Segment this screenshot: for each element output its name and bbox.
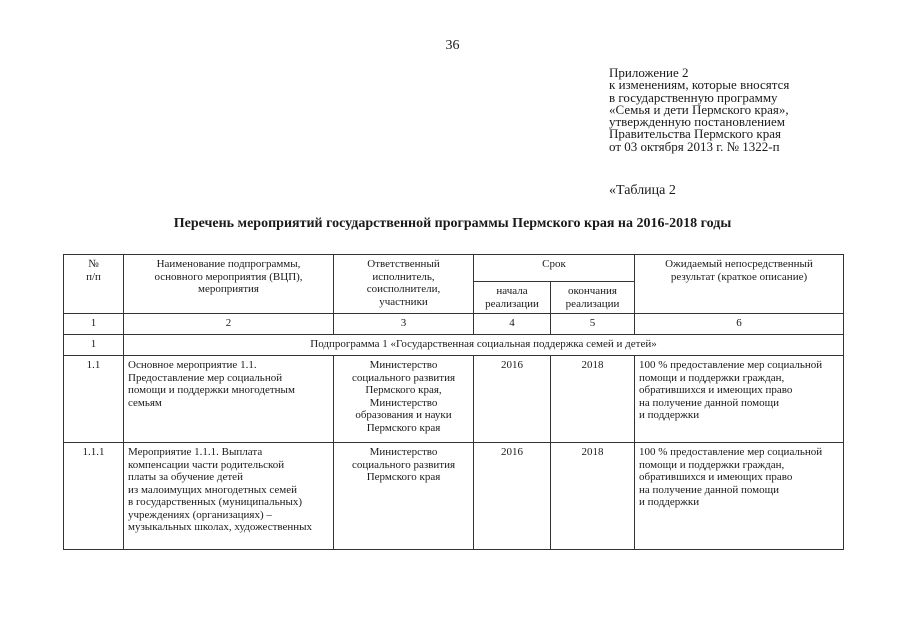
- column-number: 2: [124, 314, 334, 335]
- row-start: 2016: [474, 356, 551, 443]
- table-row: [64, 356, 844, 443]
- header-executor: Ответственный исполнитель, соисполнители, участники: [334, 255, 474, 314]
- measures-table: [63, 254, 844, 550]
- header-end: окончания реализации: [551, 282, 635, 314]
- appendix-line: Приложение 2: [609, 65, 689, 80]
- appendix-line: от 03 октября 2013 г. № 1322-п: [609, 138, 780, 154]
- header-start: начала реализации: [474, 282, 551, 314]
- table-row: [64, 443, 844, 550]
- header-name: Наименование подпрограммы, основного мероприятия (ВЦП), мероприятия: [124, 255, 334, 314]
- appendix-line: утвержденную постановлением: [609, 114, 786, 130]
- row-executor: Министерство социального развития Пермского края, Министерство образования и науки Пермского края: [334, 356, 474, 443]
- row-end: 2018: [551, 356, 635, 443]
- page-number: 36: [445, 38, 460, 53]
- subprogram-row: [64, 335, 844, 356]
- row-name: Мероприятие 1.1.1. Выплата компенсации части родительской платы за обучение детей из малоимущих многодетных семей в государственных (муниципальных) учреждениях (организациях) – музыкальных школах, художественных: [124, 443, 334, 550]
- header-term: Срок: [474, 255, 635, 282]
- column-number: 5: [551, 314, 635, 335]
- row-num: 1.1: [64, 356, 124, 443]
- column-numbers-row: [64, 314, 844, 335]
- appendix-note: [609, 67, 789, 153]
- appendix-line: в государственную программу: [609, 89, 778, 105]
- row-executor: Министерство социального развития Пермского края: [334, 443, 474, 550]
- appendix-line: к изменениям, которые вносятся: [609, 77, 790, 93]
- row-end: 2018: [551, 443, 635, 550]
- row-num: 1.1.1: [64, 443, 124, 550]
- document-title: Перечень мероприятий государственной программы Пермского края на 2016-2018 годы: [173, 216, 732, 231]
- appendix-line: «Семья и дети Пермского края»,: [609, 101, 789, 117]
- column-number: 6: [635, 314, 844, 335]
- subprogram-num: 1: [64, 335, 124, 356]
- header-result: Ожидаемый непосредственный результат (краткое описание): [635, 255, 844, 314]
- appendix-line: Правительства Пермского края: [609, 126, 781, 142]
- column-number: 1: [64, 314, 124, 335]
- subprogram-title: Подпрограмма 1 «Государственная социальная поддержка семей и детей»: [124, 335, 844, 356]
- row-result: 100 % предоставление мер социальной помощи и поддержки граждан, обратившихся и имеющих право на получение данной помощи и поддержки: [635, 443, 844, 550]
- row-name: Основное мероприятие 1.1. Предоставление мер социальной помощи и поддержки многодетным семьям: [124, 356, 334, 443]
- column-number: 3: [334, 314, 474, 335]
- table-label: «Таблица 2: [609, 183, 676, 198]
- column-number: 4: [474, 314, 551, 335]
- header-num: № п/п: [64, 255, 124, 314]
- row-result: 100 % предоставление мер социальной помощи и поддержки граждан, обратившихся и имеющих право на получение данной помощи и поддержки: [635, 356, 844, 443]
- row-start: 2016: [474, 443, 551, 550]
- table-header-row: [64, 255, 844, 282]
